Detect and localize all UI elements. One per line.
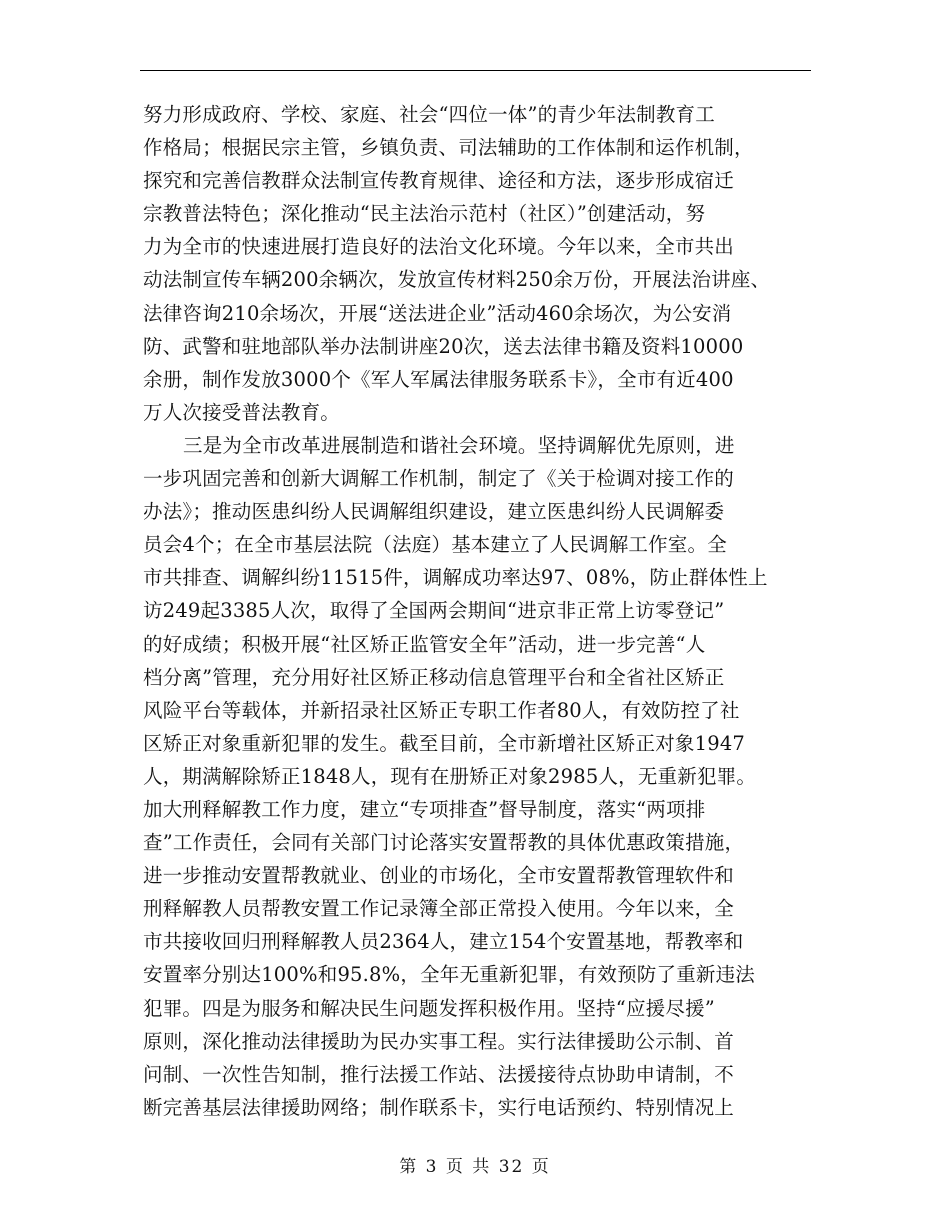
text-line: 断完善基层法律援助网络；制作联系卡，实行电话预约、特别情况上: [143, 1095, 735, 1119]
text-line: 一步巩固完善和创新大调解工作机制，制定了《关于检调对接工作的: [143, 467, 735, 491]
text-line: 防、武警和驻地部队举办法制讲座20次，送去法律书籍及资料10000: [143, 334, 744, 358]
text-line: 法律咨询210余场次，开展“送法进企业”活动460余场次，为公安消: [143, 301, 732, 325]
text-line: 万人次接受普法教育。: [143, 400, 341, 424]
text-line: 力为全市的快速进展打造良好的法治文化环境。今年以来，全市共出: [143, 235, 735, 259]
document-body: [143, 98, 811, 1124]
text-line: 努力形成政府、学校、家庭、社会“四位一体”的青少年法制教育工: [143, 103, 715, 126]
text-line: 宗教普法特色；深化推动“民主法治示范村（社区）”创建活动，努: [143, 202, 706, 226]
text-line: 访249起3385人次，取得了全国两会期间“进京非正常上访零登记”: [143, 599, 725, 623]
text-line: 探究和完善信教群众法制宣传教育规律、途径和方法，逐步形成宿迁: [143, 169, 735, 193]
text-line: 市共接收回归刑释解教人员2364人，建立154个安置基地，帮教率和: [143, 930, 744, 954]
text-line: 刑释解教人员帮教安置工作记录簿全部正常投入使用。今年以来，全: [143, 897, 735, 921]
text-line: 人，期满解除矫正1848人，现有在册矫正对象2985人，无重新犯罪。: [143, 764, 757, 788]
text-line: 原则，深化推动法律援助为民办实事工程。实行法律援助公示制、首: [143, 1029, 735, 1053]
text-line: 加大刑释解教工作力度，建立“专项排查”督导制度，落实“两项排: [143, 797, 706, 821]
text-line: 进一步推动安置帮教就业、创业的市场化，全市安置帮教管理软件和: [143, 864, 735, 888]
header-rule: [140, 70, 811, 71]
text-line: 区矫正对象重新犯罪的发生。截至目前，全市新增社区矫正对象1947: [143, 731, 746, 755]
text-line: 档分离”管理，充分用好社区矫正移动信息管理平台和全省社区矫正: [143, 665, 725, 689]
text-line: 作格局；根据民宗主管，乡镇负责、司法辅助的工作体制和运作机制，: [143, 136, 754, 160]
text-line: 安置率分别达100%和95.8%，全年无重新犯罪，有效预防了重新违法: [143, 963, 755, 987]
text-line: 动法制宣传车辆200余辆次，发放宣传材料250余万份，开展法治讲座、: [143, 268, 771, 292]
text-line: 问制、一次性告知制，推行法援工作站、法援接待点协助申请制，不: [143, 1062, 735, 1086]
text-line: 的好成绩；积极开展“社区矫正监管安全年”活动，进一步完善“人: [143, 632, 706, 656]
text-line: 余册，制作发放3000个《军人军属法律服务联系卡》，全市有近400: [143, 367, 734, 391]
text-line: 犯罪。四是为服务和解决民生问题发挥积极作用。坚持“应援尽援”: [143, 996, 715, 1020]
text-line: 员会4个；在全市基层法院（法庭）基本建立了人民调解工作室。全: [143, 533, 727, 557]
text-line: 查”工作责任，会同有关部门讨论落实安置帮教的具体优惠政策措施，: [143, 831, 745, 855]
text-line: 风险平台等载体，并新招录社区矫正专职工作者80人，有效防控了社: [143, 698, 740, 722]
text-line: 市共排查、调解纠纷11515件，调解成功率达97、08%，防止群体性上: [143, 566, 768, 590]
text-line: 办法》；推动医患纠纷人民调解组织建设，建立医患纠纷人民调解委: [143, 500, 725, 524]
paragraph-start-line: 三是为全市改革进展制造和谐社会环境。坚持调解优先原则，进: [183, 433, 735, 457]
page-number-footer: 第 3 页 共 32 页: [399, 1157, 551, 1177]
